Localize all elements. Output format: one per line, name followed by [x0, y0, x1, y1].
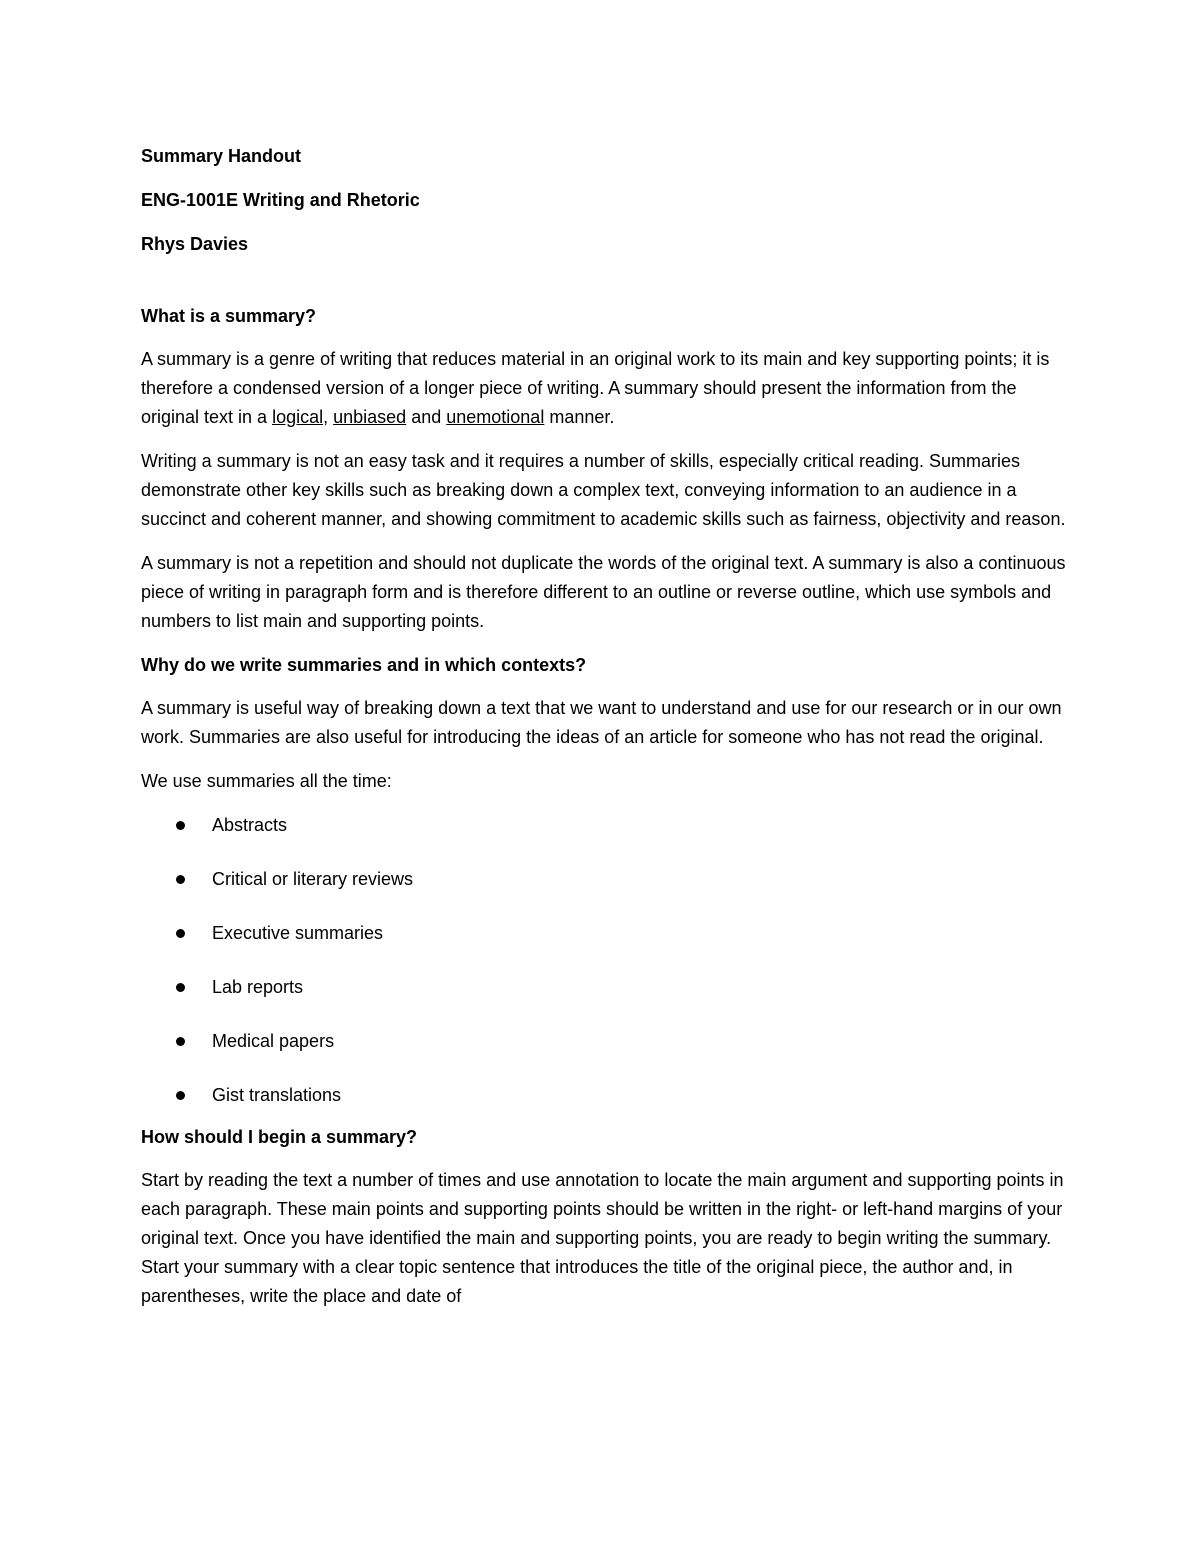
summary-types-list [141, 811, 1066, 1110]
section-heading-why-write: Why do we write summaries and in which contexts? [141, 655, 587, 675]
list-item [141, 865, 1066, 894]
bullet-icon [176, 983, 185, 992]
paragraph-text: manner. [544, 407, 615, 427]
list-item [141, 1027, 1066, 1056]
section-heading-how-begin: How should I begin a summary? [141, 1127, 418, 1147]
paragraph-usefulness: A summary is useful way of breaking down a text that we want to understand and use for our research or in our own work. Summaries are also useful for introducing the ideas of an article for someone who has not read the original. [141, 698, 1062, 747]
bullet-icon [176, 875, 185, 884]
list-item [141, 1081, 1066, 1110]
section-heading-what-is-summary: What is a summary? [141, 306, 317, 326]
paragraph-text: A summary is a genre of writing that reduces material in an original work to its main and key supporting points; it is therefore a condensed version of a longer piece of writing. A summary should present the information from the original text in a [141, 349, 1050, 427]
list-item-label: Executive summaries [212, 923, 384, 943]
underlined-term-unemotional: unemotional [446, 407, 545, 427]
bullet-icon [176, 929, 185, 938]
paragraph-skills: Writing a summary is not an easy task and it requires a number of skills, especially critical reading. Summaries demonstrate other key skills such as breaking down a complex text, conveying information to an audience in a succinct and coherent manner, and showing commitment to academic skills such as fairness, objectivity and reason. [141, 451, 1066, 529]
bullet-icon [176, 821, 185, 830]
list-item-label: Medical papers [212, 1031, 335, 1051]
bullet-icon [176, 1037, 185, 1046]
paragraph-how-to-start: Start by reading the text a number of times and use annotation to locate the main argument and supporting points in each paragraph. These main points and supporting points should be written in the right- or left-hand margins of your original text. Once you have identified the main and supporting points, you are ready to begin writing the summary. Start your summary with a clear topic sentence that introduces the title of the original piece, the author and, in parentheses, write the place and date of [141, 1170, 1064, 1306]
list-item-label: Lab reports [212, 977, 304, 997]
separator-text: and [406, 407, 447, 427]
list-item [141, 919, 1066, 948]
bullet-icon [176, 1091, 185, 1100]
list-item-label: Abstracts [212, 815, 288, 835]
paragraph-not-repetition: A summary is not a repetition and should not duplicate the words of the original text. A summary is also a continuous piece of writing in paragraph form and is therefore different to an outline or reverse outline, which use symbols and numbers to list main and supporting points. [141, 553, 1066, 631]
separator-text: , [323, 407, 334, 427]
document-body [141, 142, 1066, 1326]
list-item-label: Gist translations [212, 1085, 342, 1105]
underlined-term-unbiased: unbiased [333, 407, 407, 427]
list-item-label: Critical or literary reviews [212, 869, 414, 889]
list-item [141, 811, 1066, 840]
document-title: Summary Handout [141, 146, 302, 166]
paragraph-definition [141, 345, 1066, 432]
underlined-term-logical: logical [272, 407, 324, 427]
list-item [141, 973, 1066, 1002]
course-name: ENG-1001E Writing and Rhetoric [141, 190, 420, 210]
author-name: Rhys Davies [141, 234, 249, 254]
paragraph-list-intro: We use summaries all the time: [141, 771, 392, 791]
